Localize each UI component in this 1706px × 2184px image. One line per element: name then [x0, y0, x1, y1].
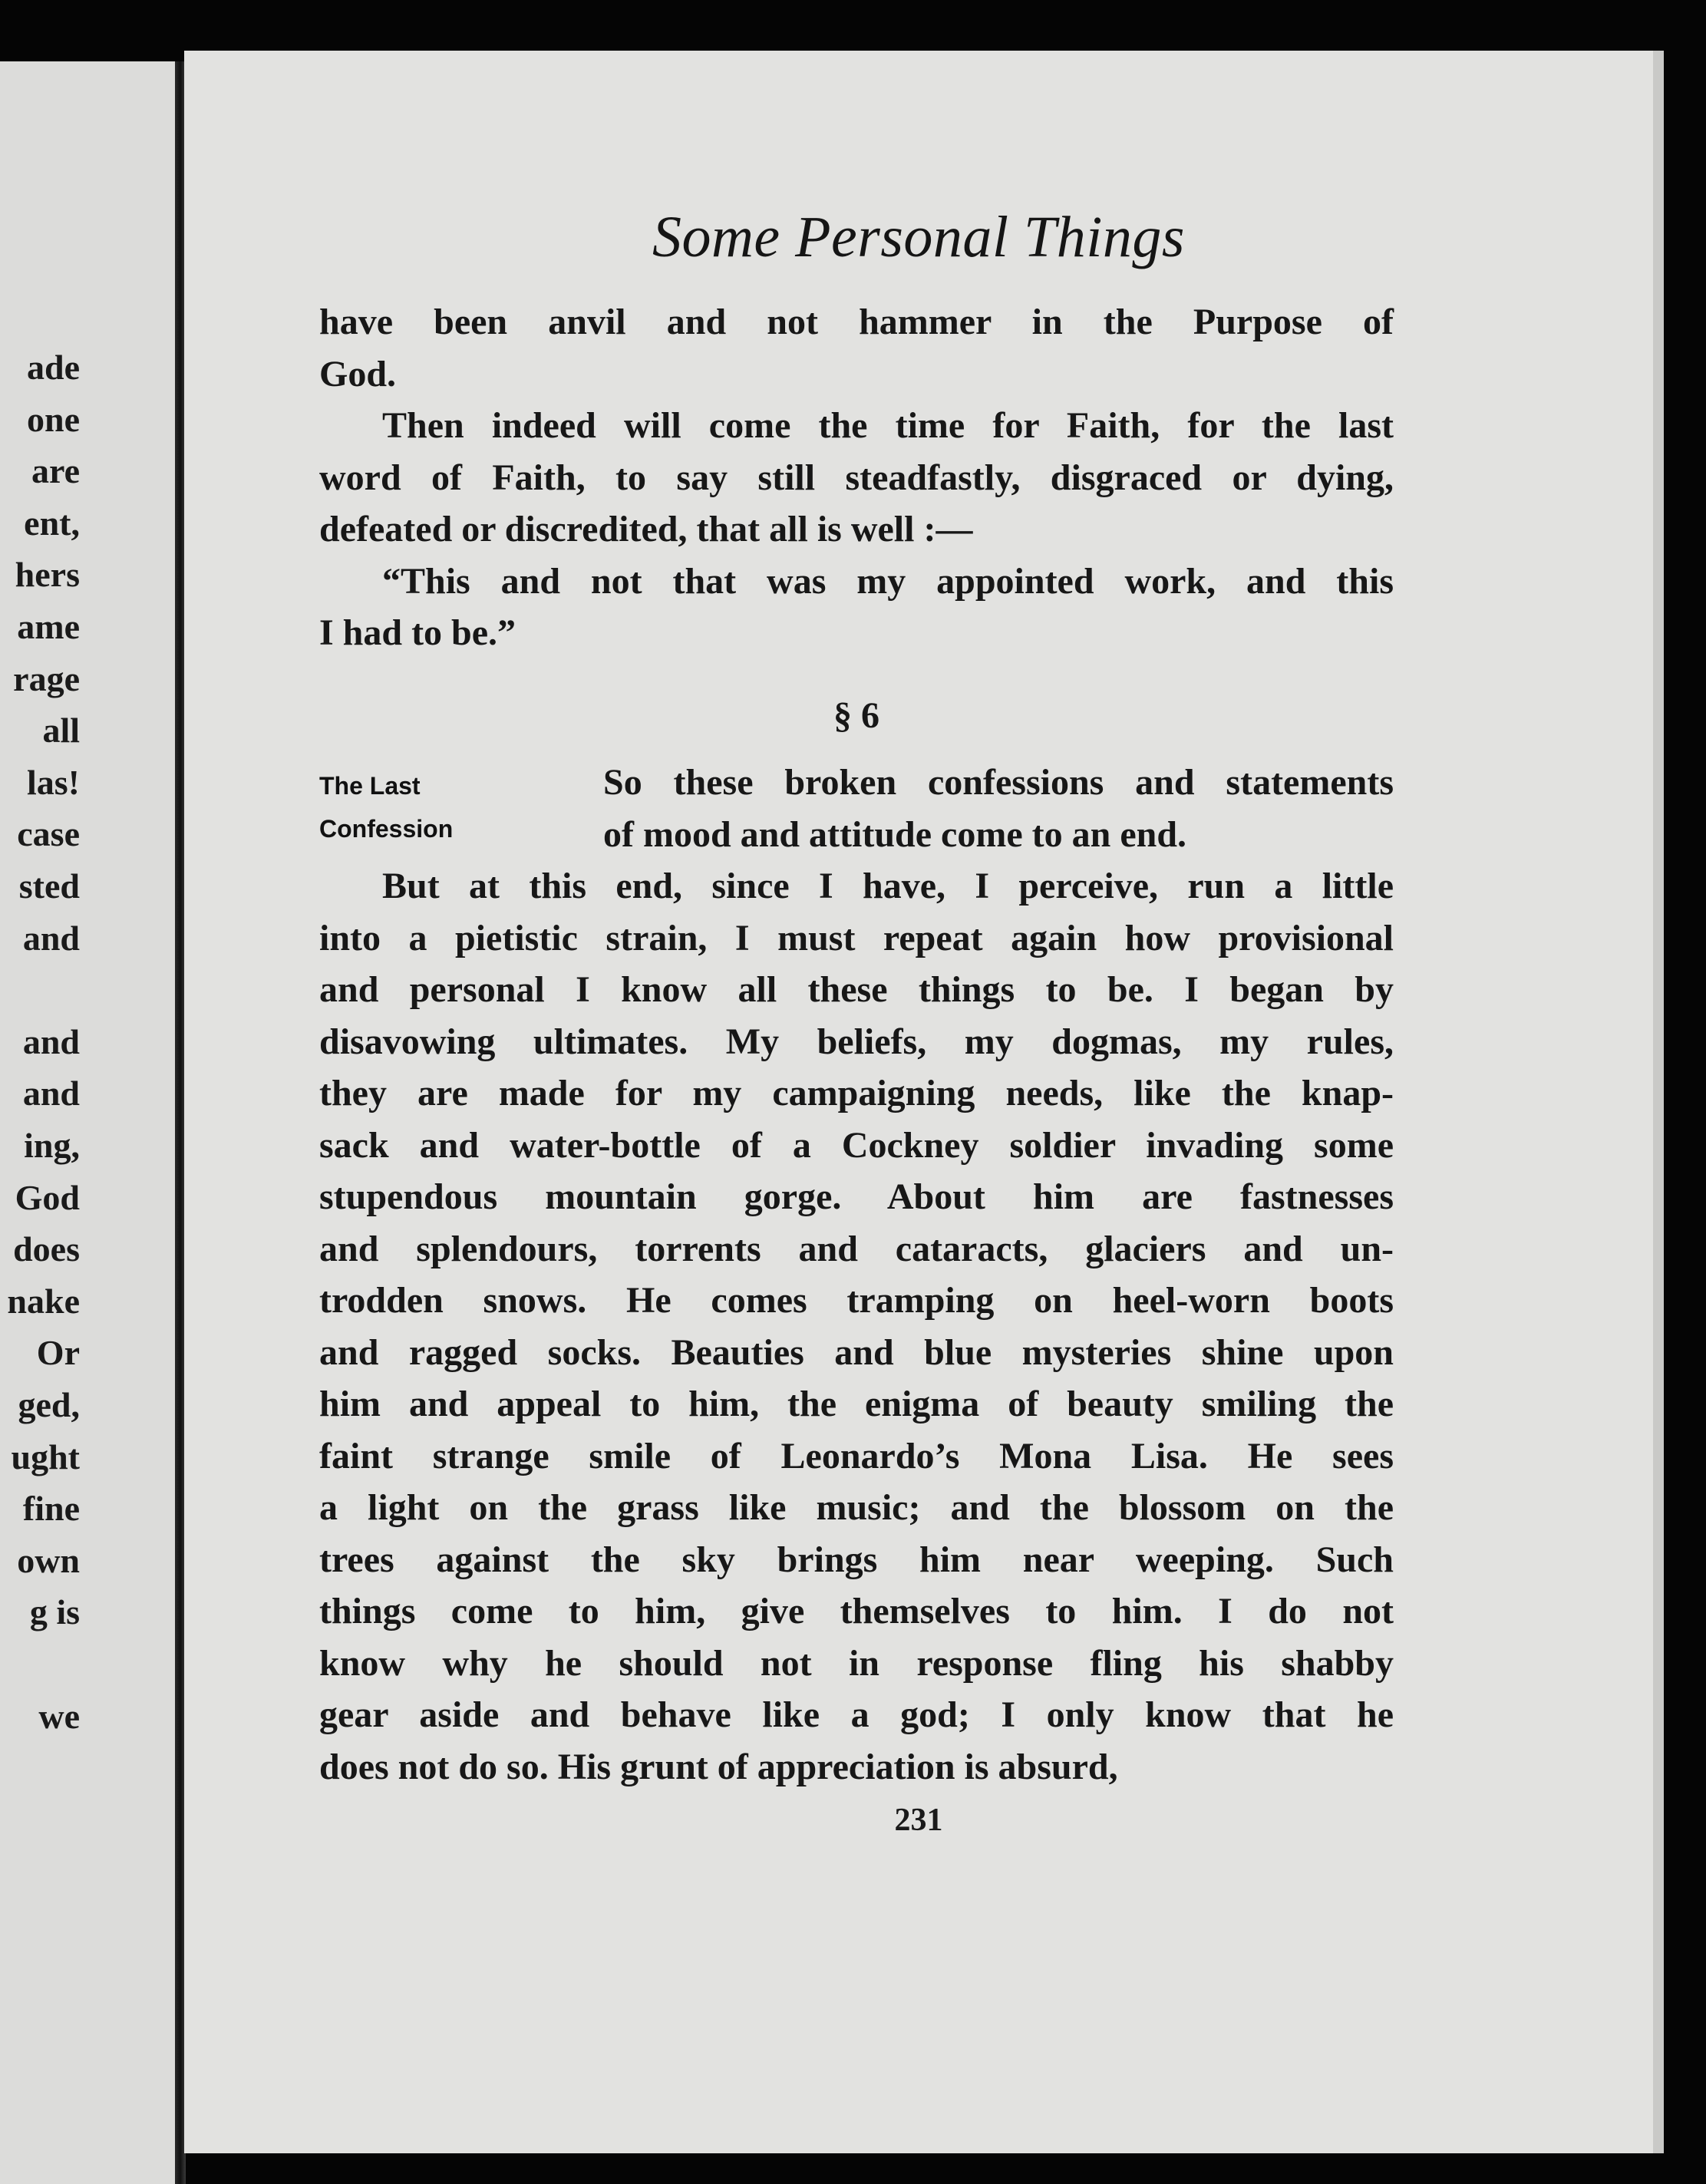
margin-note-line: The Last: [319, 772, 421, 800]
text-line: gear aside and behave like a god; I only know that he: [319, 1694, 1394, 1735]
text-line: stupendous mountain gorge. About him are fastnesses: [319, 1176, 1394, 1217]
previous-page-fragment: Or: [36, 1333, 80, 1373]
previous-page-fragment: ing,: [24, 1126, 80, 1165]
current-page: [184, 51, 1664, 2153]
paragraph: [319, 400, 1394, 556]
text-line: know why he should not in response fling his shabby: [319, 1642, 1394, 1684]
previous-page-fragment: ade: [27, 348, 80, 387]
previous-page-fragment: sted: [18, 866, 80, 906]
margin-note: [319, 757, 603, 850]
previous-page-fragment: and: [22, 1074, 80, 1113]
previous-page-fragment: and: [22, 1021, 80, 1061]
previous-page-fragment: case: [17, 814, 80, 854]
text-line: So these broken confessions and statements: [603, 762, 1394, 803]
text-line: Then indeed will come the time for Faith, for the last: [382, 405, 1394, 446]
text-line: sack and water-bottle of a Cockney soldier invading some: [319, 1124, 1394, 1166]
section-heading: § 6: [833, 694, 879, 736]
previous-page-fragment: ame: [17, 607, 80, 646]
text-line: into a pietistic strain, I must repeat again how provisional: [319, 917, 1394, 958]
text-line: and personal I know all these things to be. I began by: [319, 969, 1394, 1010]
previous-page-fragment: ught: [11, 1437, 80, 1476]
text-line: and ragged socks. Beauties and blue mysteries shine upon: [319, 1331, 1394, 1373]
paragraph: [319, 296, 1394, 400]
text-line: God.: [319, 353, 397, 394]
previous-page-margin: [0, 61, 178, 2184]
page-number: 231: [894, 1803, 943, 1838]
text-line: But at this end, since I have, I perceive, run a little: [382, 866, 1394, 906]
text-line: things come to him, give themselves to him. I do not: [319, 1591, 1394, 1631]
text-line: trodden snows. He comes tramping on heel-worn boots: [319, 1280, 1394, 1321]
previous-page-fragment: ged,: [18, 1385, 80, 1424]
previous-page-fragment: one: [27, 399, 80, 439]
text-line: of mood and attitude come to an end.: [603, 813, 1187, 855]
margin-note-line: Confession: [319, 815, 454, 843]
previous-page-fragment: las!: [27, 762, 80, 802]
paragraph: [319, 556, 1394, 659]
text-line: word of Faith, to say still steadfastly, disgraced or dying,: [319, 457, 1394, 498]
previous-page-fragment: g is: [29, 1592, 80, 1632]
previous-page-fragment: nake: [7, 1281, 80, 1321]
previous-page-fragment: ent,: [24, 503, 80, 543]
text-line: I had to be.”: [319, 612, 516, 653]
text-line: a light on the grass like music; and the blossom on the: [319, 1487, 1394, 1528]
text-line: have been anvil and not hammer in the Purpose of: [319, 302, 1394, 342]
paragraph: [603, 757, 1394, 860]
previous-page-fragment: hers: [15, 555, 80, 595]
text-line: him and appeal to him, the enigma of beauty smiling the: [319, 1384, 1394, 1424]
text-line: does not do so. His grunt of appreciation is absurd,: [319, 1746, 1118, 1787]
text-line: defeated or discredited, that all is well :—: [319, 509, 973, 549]
text-line: trees against the sky brings him near weeping. Such: [319, 1539, 1394, 1580]
running-head: Some Personal Things: [652, 205, 1185, 269]
previous-page-fragment: we: [38, 1696, 80, 1736]
previous-page-fragment: own: [17, 1540, 80, 1580]
previous-page-fragment: God: [15, 1177, 80, 1217]
sidenote-paragraph: [319, 757, 1394, 860]
text-line: faint strange smile of Leonardo’s Mona Lisa. He sees: [319, 1435, 1394, 1476]
previous-page-line-endings: [0, 61, 178, 2184]
paragraph: [319, 860, 1394, 1793]
previous-page-fragment: rage: [13, 658, 80, 698]
text-line: disavowing ultimates. My beliefs, my dogmas, my rules,: [319, 1021, 1394, 1062]
previous-page-fragment: and: [22, 918, 80, 958]
text-line: they are made for my campaigning needs, like the knap-: [319, 1073, 1394, 1113]
text-line: “This and not that was my appointed work, and this: [382, 560, 1394, 602]
previous-page-fragment: are: [31, 451, 80, 491]
text-line: and splendours, torrents and cataracts, glaciers and un-: [319, 1228, 1394, 1269]
previous-page-fragment: does: [13, 1229, 80, 1269]
previous-page-fragment: all: [42, 711, 80, 751]
previous-page-fragment: fine: [22, 1489, 80, 1529]
body-text: [319, 296, 1394, 1793]
